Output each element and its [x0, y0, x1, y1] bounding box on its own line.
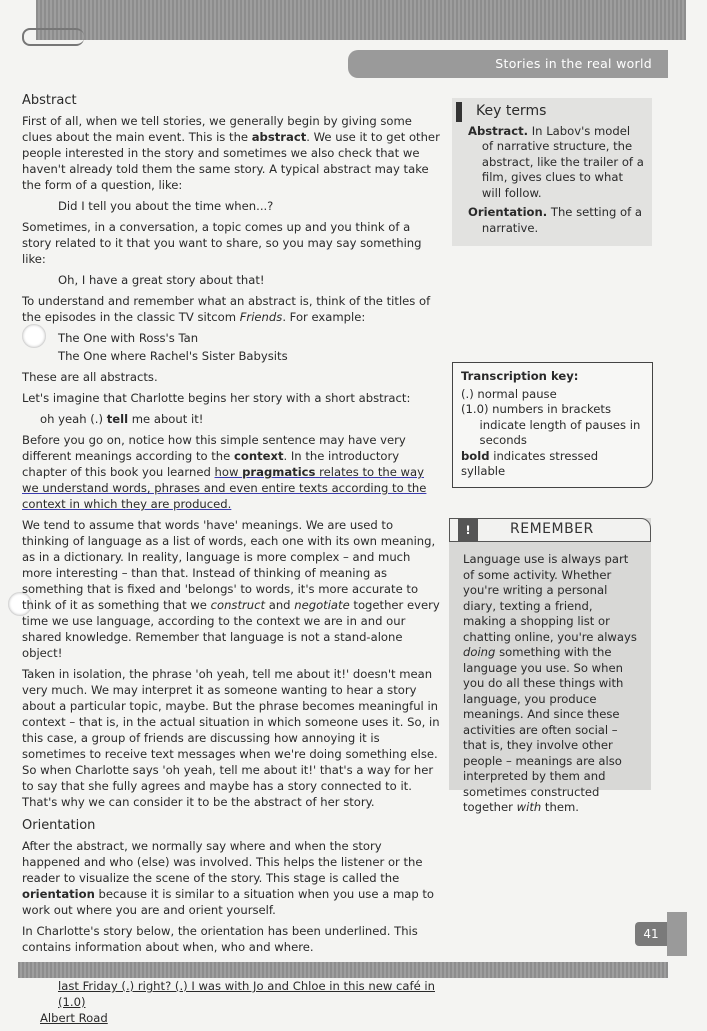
top-scan-band — [36, 0, 686, 40]
exclamation-icon: ! — [458, 519, 478, 541]
transcript-line: last Friday (.) right? (.) I was with Jo and Chloe in this new café in (1.0) — [58, 979, 435, 1009]
section-header: Stories in the real world — [348, 50, 668, 78]
remember-title: REMEMBER — [510, 521, 594, 537]
key-term: Abstract. In Labov's model of narrative structure, the abstract, like the trailer of a film, gives clues to what will follow. — [468, 123, 644, 200]
remember-header — [449, 518, 651, 542]
example-quote: Oh, I have a great story about that! — [58, 273, 265, 287]
page-number: 41 — [635, 922, 667, 946]
paragraph: These are all abstracts. — [22, 370, 158, 384]
paragraph: Sometimes, in a conversation, a topic comes up and you think of a story related to it that you want to share, so you may say something like: — [22, 220, 422, 266]
episode-title: The One with Ross's Tan — [58, 331, 199, 345]
transcript-line: Albert Road — [40, 1011, 108, 1025]
key-line: bold indicates stressed syllable — [461, 448, 599, 478]
key-terms-title: Key terms — [476, 103, 547, 119]
episode-title: The One where Rachel's Sister Babysits — [58, 349, 288, 363]
paragraph: In Charlotte's story below, the orientation has been underlined. This contains information about when, who and where. — [22, 924, 418, 954]
paragraph: Taken in isolation, the phrase 'oh yeah, tell me about it!' doesn't mean very much. We may interpret it as someone wanting to hear a story about a particular topic, maybe. But the phrase becomes meaningful in context – that is, in the actual situation in which someone uses it. So, in this case, a group of friends are discussing how annoying it is sometimes to receive text messages when we're doing something else. So when Charlotte says 'oh yeah, tell me about it!' that's a way for her to say that she fully agrees and maybe has a story connected to it. That's why we can consider it to be the abstract of her story. — [22, 667, 440, 809]
paragraph: First of all, when we tell stories, we generally begin by giving some clues about the main event. This is the abstract. We use it to get other people interested in the story and sometimes we also check that we haven't already told them the same story. A typical abstract may take the form of a question, like: — [22, 114, 440, 192]
key-term: Orientation. The setting of a narrative. — [468, 205, 642, 235]
key-terms-bar-icon — [456, 102, 462, 122]
paragraph: Let's imagine that Charlotte begins her story with a short abstract: — [22, 391, 411, 405]
abstract-heading: Abstract — [22, 93, 77, 108]
example-quote: Did I tell you about the time when...? — [58, 199, 274, 213]
orientation-heading: Orientation — [22, 818, 96, 833]
bottom-scan-band — [18, 962, 668, 978]
paragraph: We tend to assume that words 'have' meanings. We are used to thinking of language as a list of words, each one with its own meaning, as in a dictionary. In reality, language is more complex – and much more interesting – than that. Instead of thinking of meaning as something that is fixed and 'belongs' to words, it's more accurate to think of it as something that we construct and negotiate together every time we use language, according to the context we are in and our shared knowledge. Remember that language is not a stand-alone object! — [22, 518, 440, 660]
paragraph: After the abstract, we normally say where and when the story happened and who (else) was involved. This helps the listener or the reader to visualize the scene of the story. This stage is called the orientation because it is similar to a situation when you use a map to work out where you are and orient yourself. — [22, 839, 435, 917]
remember-box — [449, 518, 651, 814]
key-line: (.) normal pause — [461, 386, 557, 401]
transcription-key-title: Transcription key: — [461, 369, 579, 383]
transcription-key-box — [452, 362, 653, 488]
paper-clip-mark — [22, 28, 84, 46]
main-text-column — [22, 93, 440, 1031]
paragraph: Before you go on, notice how this simple sentence may have very different meanings according to the context. In the introductory chapter of this book you learned how pragmatics relates to the way we understand words, phrases and even entire texts according to the context in which they are produced. — [22, 433, 427, 511]
page-tab — [667, 912, 687, 956]
transcript-line: oh yeah (.) tell me about it! — [40, 412, 204, 426]
key-line: (1.0) numbers in brackets indicate length of pauses in seconds — [461, 402, 641, 447]
remember-text: Language use is always part of some activity. Whether you're writing a personal diary, texting a friend, making a shopping list or chatting online, you're always doing something with the language you use. So when you do all these things with language, you produce meanings. And since these activities are often social – that is, they involve other people – meanings are also interpreted by them and sometimes constructed together with them. — [463, 552, 637, 814]
key-terms-box — [452, 98, 652, 246]
paragraph: To understand and remember what an abstract is, think of the titles of the episodes in the classic TV sitcom Friends. For example: — [22, 294, 431, 324]
